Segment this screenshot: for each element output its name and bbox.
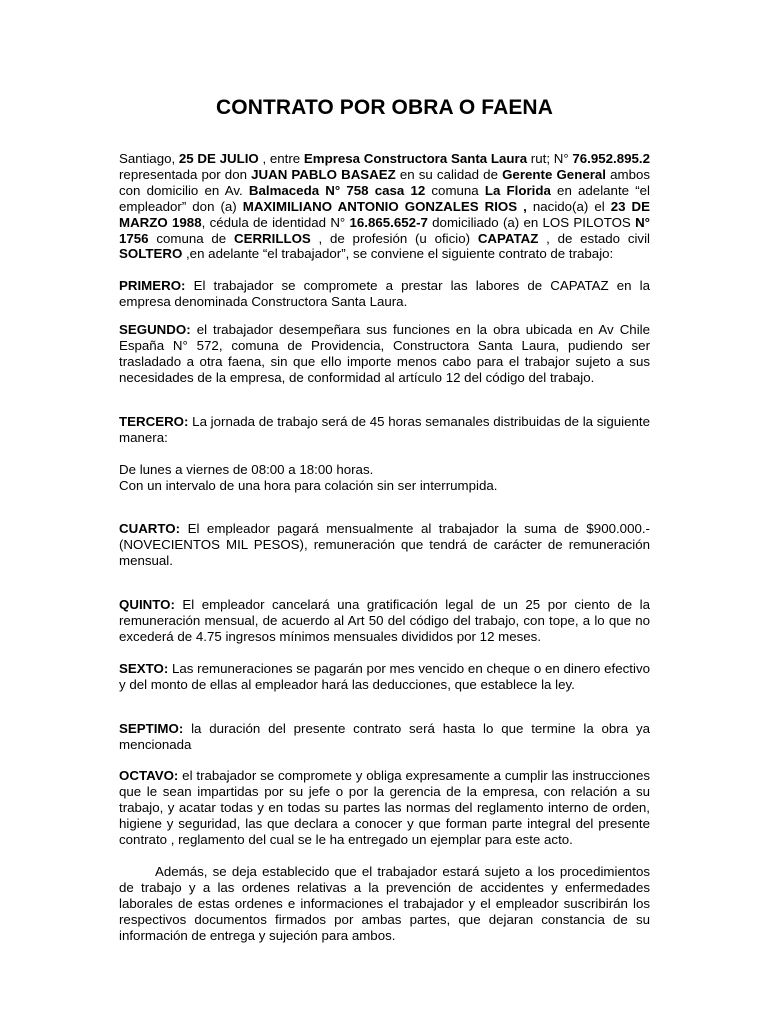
worker-civil-status: SOLTERO <box>119 246 183 262</box>
intro-text: en adelante “el empleador” don (a) <box>119 182 650 214</box>
clause-label: PRIMERO: <box>119 278 186 294</box>
clause-text: El empleador cancelará una gratificación legal de un 25 por ciento de la remuneración mensual, de acuerdo al Art 50 del código del trabajo, con tope, a lo que no excederá de 4.75 ingresos mínimos mensuales divididos por 12 meses. <box>119 597 650 644</box>
intro-text: domiciliado (a) en LOS PILOTOS <box>427 214 636 230</box>
clause-label: SEXTO: <box>119 660 169 676</box>
clause-cuarto <box>119 521 650 569</box>
clause-primero <box>119 278 650 310</box>
intro-text: nacido(a) el <box>526 198 611 214</box>
clause-label: SEPTIMO: <box>119 720 184 736</box>
clause-sexto <box>119 661 650 693</box>
clause-label: QUINTO: <box>119 597 175 613</box>
contract-date: 25 DE JULIO <box>178 151 259 166</box>
clause-text: el trabajador desempeñara sus funciones en la obra ubicada en Av Chile España N° 572, comuna de Providencia, Constructora Santa Laura, pudiendo ser trasladado a otra faena, sin que ello importe menos cabo para el trabajor sujeto a sus necesidades de la empresa, de conformidad al artículo 12 del código del trabajo. <box>119 322 650 385</box>
worker-profession: CAPATAZ <box>477 230 539 246</box>
company-name: Empresa Constructora Santa Laura <box>303 151 528 166</box>
worker-id-number: 16.865.652-7 <box>349 214 428 230</box>
intro-text: , de estado civil <box>538 230 650 246</box>
schedule-line: De lunes a viernes de 08:00 a 18:00 horas. <box>119 461 374 477</box>
schedule-line: Con un intervalo de una hora para colación sin ser interrumpida. <box>119 477 498 493</box>
representative-name: JUAN PABLO BASAEZ <box>251 166 396 182</box>
clause-text: El trabajador se compromete a prestar las labores de CAPATAZ en la empresa denominada Constructora Santa Laura. <box>119 278 650 310</box>
clause-label: SEGUNDO: <box>119 322 191 338</box>
worker-street-number: N° 1756 <box>119 214 650 246</box>
intro-text: ambos con domicilio en Av. <box>119 166 651 198</box>
clause-segundo <box>119 322 650 386</box>
intro-text: , entre <box>258 151 304 166</box>
intro-text: , de profesión (u oficio) <box>310 230 478 246</box>
clause-text: la duración del presente contrato será hasta lo que termine la obra ya mencionada <box>119 720 650 752</box>
intro-paragraph <box>119 151 650 262</box>
clause-label: OCTAVO: <box>119 768 179 784</box>
intro-text: , cédula de identidad N° <box>201 214 350 230</box>
page-title: CONTRATO POR OBRA O FAENA <box>216 96 553 119</box>
clause-tercero <box>119 414 650 446</box>
clause-octavo <box>119 768 650 848</box>
intro-text: comuna de <box>148 230 234 246</box>
worker-birth-date: 23 DE MARZO 1988 <box>119 198 650 230</box>
clause-text: Las remuneraciones se pagarán por mes vencido en cheque o en dinero efectivo y del monto de ellas al empleador hará las deducciones, que establece la ley. <box>119 660 650 692</box>
intro-text: representada por don <box>119 166 252 182</box>
intro-text: ,en adelante “el trabajador”, se conviene el siguiente contrato de trabajo: <box>182 246 614 262</box>
representative-position: Gerente General <box>502 166 606 182</box>
contract-page <box>119 94 650 944</box>
employer-address: Balmaceda N° 758 casa 12 <box>248 182 426 198</box>
clause-label: CUARTO: <box>119 521 181 537</box>
clause-text: el trabajador se compromete y obliga expresamente a cumplir las instrucciones que le sean impartidas por su jefe o por la gerencia de la empresa, con relación a su trabajo, y acatar todas y en todas su partes las normas del reglamento interno de orden, higiene y seguridad, las que declara a conocer y que forman parte integral del presente contrato , reglamento del cual se le ha entregado un ejemplar para este acto. <box>119 768 650 848</box>
worker-name: MAXIMILIANO ANTONIO GONZALES RIOS , <box>242 198 527 214</box>
clause-text: El empleador pagará mensualmente al trabajador la suma de $900.000.- (NOVECIENTOS MIL PESOS), remuneración que tendrá de carácter de remuneración mensual. <box>119 521 650 569</box>
clause-quinto <box>119 597 650 645</box>
worker-commune: CERRILLOS <box>233 230 311 246</box>
schedule-block <box>119 462 650 494</box>
company-rut: 76.952.895.2 <box>572 151 650 166</box>
clause-label: TERCERO: <box>119 413 189 429</box>
employer-commune: La Florida <box>484 182 551 198</box>
intro-text: rut; N° <box>527 151 573 166</box>
clause-septimo <box>119 721 650 753</box>
intro-text: comuna <box>425 182 485 198</box>
intro-text: Santiago, <box>119 151 179 166</box>
intro-text: en su calidad de <box>395 166 503 182</box>
clause-text: La jornada de trabajo será de 45 horas semanales distribuidas de la siguiente manera: <box>119 413 650 445</box>
closing-paragraph: Además, se deja establecido que el trabajador estará sujeto a los procedimientos de trabajo y a las ordenes relativas a la prevención de accidentes y enfermedades laborales de estas ordenes e informaciones el trabajador y el empleador suscribirán los respectivos documentos firmados por ambas partes, que dejaran constancia de su información de entrega y sujeción para ambos. <box>119 864 650 943</box>
